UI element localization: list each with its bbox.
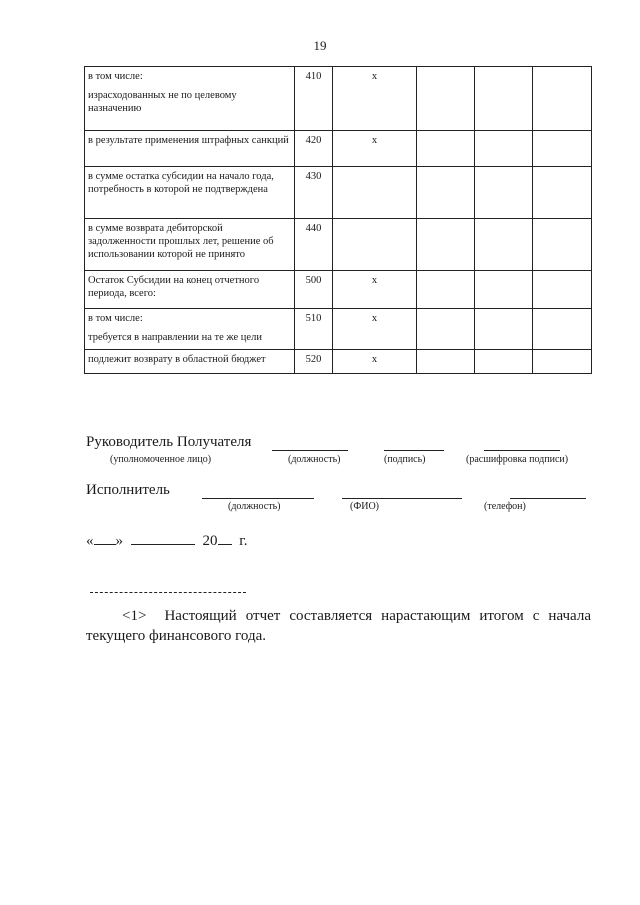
day-blank (94, 530, 116, 545)
empty-cell (533, 308, 592, 350)
executor-position-caption: (должность) (228, 501, 281, 512)
table-row (85, 67, 592, 87)
row-mark: х (333, 270, 417, 308)
row-name: Остаток Субсидии на конец отчетного периода, всего: (85, 270, 295, 308)
table-row (85, 218, 592, 270)
table-row (85, 270, 592, 308)
row-mark: х (333, 308, 417, 350)
row-mark (333, 218, 417, 270)
table-row (85, 166, 592, 218)
position-caption: (должность) (288, 454, 341, 465)
row-name: в том числе: (85, 308, 295, 328)
empty-cell (417, 218, 475, 270)
row-mark: х (333, 130, 417, 166)
page-number: 19 (313, 38, 327, 53)
row-code: 500 (295, 270, 333, 308)
position-line (272, 450, 348, 451)
table-row (85, 350, 592, 374)
row-name: в том числе: (85, 67, 295, 87)
row-name: в сумме остатка субсидии на начало года, потребность в которой не подтверждена (85, 166, 295, 218)
decoding-caption: (расшифровка подписи) (466, 454, 569, 465)
row-name: требуется в направлении на те же цели (85, 328, 295, 350)
empty-cell (417, 270, 475, 308)
row-code: 410 (295, 67, 333, 131)
empty-cell (475, 218, 533, 270)
row-mark (333, 166, 417, 218)
empty-cell (417, 350, 475, 374)
decoding-line (484, 450, 560, 451)
footnote (86, 606, 591, 647)
empty-cell (533, 218, 592, 270)
empty-cell (475, 67, 533, 131)
row-code: 510 (295, 308, 333, 350)
row-code: 420 (295, 130, 333, 166)
empty-cell (533, 67, 592, 131)
executor-name-line (342, 498, 462, 499)
footnote-separator (90, 592, 246, 593)
report-table (84, 66, 592, 374)
signature-caption: (подпись) (384, 454, 426, 465)
empty-cell (417, 166, 475, 218)
row-code: 430 (295, 166, 333, 218)
row-name: в сумме возврата дебиторской задолженности прошлых лет, решение об использовании которой не принято (85, 218, 295, 270)
empty-cell (533, 166, 592, 218)
date-line (86, 530, 247, 550)
empty-cell (475, 350, 533, 374)
executor-label: Исполнитель (86, 482, 170, 498)
empty-cell (475, 270, 533, 308)
year-blank (218, 530, 232, 545)
empty-cell (475, 166, 533, 218)
empty-cell (417, 67, 475, 131)
empty-cell (475, 130, 533, 166)
executor-phone-caption: (телефон) (484, 501, 526, 512)
executor-name-caption: (ФИО) (350, 501, 380, 512)
empty-cell (533, 270, 592, 308)
date-open-quote: « (86, 533, 94, 549)
row-mark: х (333, 350, 417, 374)
row-code: 520 (295, 350, 333, 374)
row-name: израсходованных не по целевому назначению (85, 86, 295, 130)
table-row (85, 130, 592, 166)
month-blank (131, 530, 195, 545)
row-code: 440 (295, 218, 333, 270)
year-suffix: г. (239, 533, 248, 549)
executor-position-line (202, 498, 314, 499)
empty-cell (475, 308, 533, 350)
table-row (85, 308, 592, 328)
footnote-text: Настоящий отчет составляется нарастающим итогом с начала текущего финансового года. (86, 608, 591, 645)
head-label: Руководитель Получателя (86, 434, 252, 450)
head-sub-caption: (уполномоченное лицо) (110, 454, 212, 465)
empty-cell (417, 308, 475, 350)
executor-phone-line (510, 498, 586, 499)
empty-cell (417, 130, 475, 166)
row-name: подлежит возврату в областной бюджет (85, 350, 295, 374)
empty-cell (533, 350, 592, 374)
year-prefix: 20 (202, 533, 218, 549)
footnote-marker: <1> (122, 608, 147, 624)
empty-cell (533, 130, 592, 166)
row-mark: х (333, 67, 417, 131)
date-close-quote: » (115, 533, 123, 549)
row-name: в результате применения штрафных санкций (85, 130, 295, 166)
signature-line (384, 450, 444, 451)
